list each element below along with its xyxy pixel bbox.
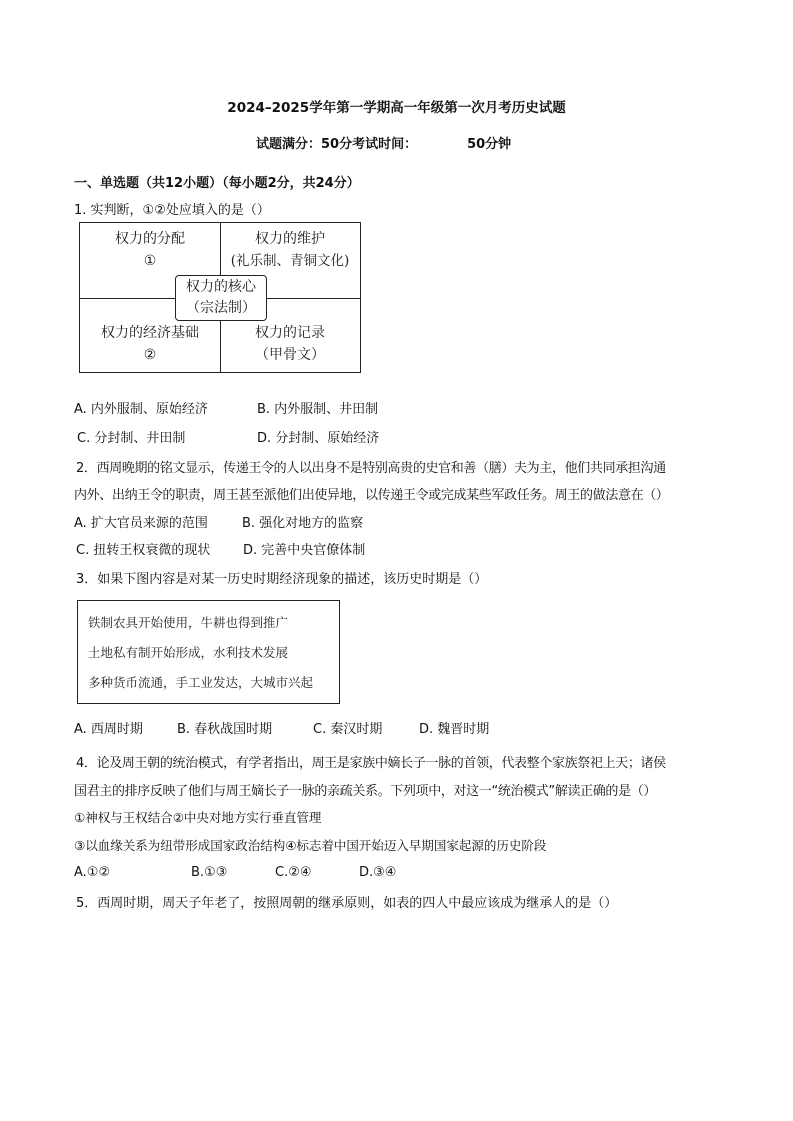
q3-option-a[interactable]: A. 西周时期 bbox=[74, 722, 143, 737]
q1-option-b[interactable]: B. 内外服制、井田制 bbox=[257, 402, 379, 417]
cell-label: 权力的维护 bbox=[255, 231, 325, 247]
score-label: 试题满分：50分考试时间： bbox=[256, 137, 418, 152]
q4-option-c[interactable]: C.②④ bbox=[275, 865, 312, 880]
cell-power-distribution bbox=[80, 228, 220, 272]
page-title: 2024–2025学年第一学期高一年级第一次月考历史试题 bbox=[227, 100, 566, 116]
cell-sub: (礼乐制、青铜文化) bbox=[230, 253, 350, 269]
q2-option-c[interactable]: C. 扭转王权衰微的现状 bbox=[76, 543, 211, 558]
box-line: 多种货币流通，手工业发达，大城市兴起 bbox=[88, 675, 314, 690]
cell-economic-basis bbox=[80, 322, 220, 366]
q3-option-d[interactable]: D. 魏晋时期 bbox=[419, 722, 490, 737]
cell-label: 权力的记录 bbox=[255, 325, 325, 341]
q4-option-d[interactable]: D.③④ bbox=[359, 865, 397, 880]
cell-blank: ② bbox=[143, 347, 157, 363]
cell-power-core bbox=[175, 275, 267, 321]
cell-sub: （甲骨文） bbox=[255, 347, 325, 363]
q2-option-a[interactable]: A. 扩大官员来源的范围 bbox=[74, 516, 208, 531]
q4-option-a[interactable]: A.①② bbox=[74, 865, 111, 880]
q2-option-d[interactable]: D. 完善中央官僚体制 bbox=[243, 543, 366, 558]
q4-option-b[interactable]: B.①③ bbox=[191, 865, 228, 880]
q5-stem: 5．西周时期，周天子年老了，按照周朝的继承原则，如表的四人中最应该成为继承人的是（） bbox=[76, 896, 618, 911]
q3-stem: 3．如果下图内容是对某一历史时期经济现象的描述，该历史时期是（） bbox=[76, 572, 488, 587]
q2-stem-line1: 2．西周晚期的铭文显示，传递王令的人以出身不是特别高贵的史官和善（膳）夫为主，他们共同承担沟通 bbox=[76, 461, 666, 476]
box-line: 铁制农具开始使用，牛耕也得到推广 bbox=[88, 615, 289, 630]
section-heading: 一、单选题（共12小题）（每小题2分，共24分） bbox=[74, 176, 360, 191]
cell-label: 权力的核心 bbox=[186, 279, 256, 295]
cell-power-maintenance bbox=[220, 228, 360, 272]
q1-option-a[interactable]: A. 内外服制、原始经济 bbox=[74, 402, 208, 417]
q1-diagram bbox=[79, 222, 361, 373]
time-value: 50分钟 bbox=[467, 137, 512, 152]
exam-info bbox=[256, 133, 511, 152]
q2-stem-line2: 内外、出纳王令的职责，周王甚至派他们出使异地，以传递王令或完成某些军政任务。周王的做法意在（） bbox=[74, 488, 669, 503]
q4-items-line1: ①神权与王权结合②中央对地方实行垂直管理 bbox=[74, 810, 322, 825]
cell-blank: ① bbox=[143, 253, 157, 269]
cell-power-record bbox=[220, 322, 360, 366]
q3-option-c[interactable]: C. 秦汉时期 bbox=[313, 722, 383, 737]
cell-sub: （宗法制） bbox=[186, 300, 256, 316]
cell-label: 权力的分配 bbox=[115, 231, 185, 247]
q2-option-b[interactable]: B. 强化对地方的监察 bbox=[242, 516, 364, 531]
q3-description-box bbox=[77, 600, 340, 704]
q3-option-b[interactable]: B. 春秋战国时期 bbox=[177, 722, 273, 737]
q1-stem: 1. 实判断，①②处应填入的是（） bbox=[74, 203, 270, 218]
q1-option-c[interactable]: C. 分封制、井田制 bbox=[77, 431, 186, 446]
box-line: 土地私有制开始形成，水利技术发展 bbox=[88, 645, 289, 660]
q4-items-line2: ③以血缘关系为纽带形成国家政治结构④标志着中国开始迈入早期国家起源的历史阶段 bbox=[74, 838, 547, 853]
q4-stem-line2: 国君主的排序反映了他们与周王嫡长子一脉的亲疏关系。下列项中，对这一“统治模式”解读正确的是（） bbox=[74, 784, 657, 799]
q4-stem-line1: 4．论及周王朝的统治模式，有学者指出，周王是家族中嫡长子一脉的首领，代表整个家族祭祀上天；诸侯 bbox=[76, 756, 666, 771]
q1-option-d[interactable]: D. 分封制、原始经济 bbox=[257, 431, 380, 446]
cell-label: 权力的经济基础 bbox=[101, 325, 199, 341]
